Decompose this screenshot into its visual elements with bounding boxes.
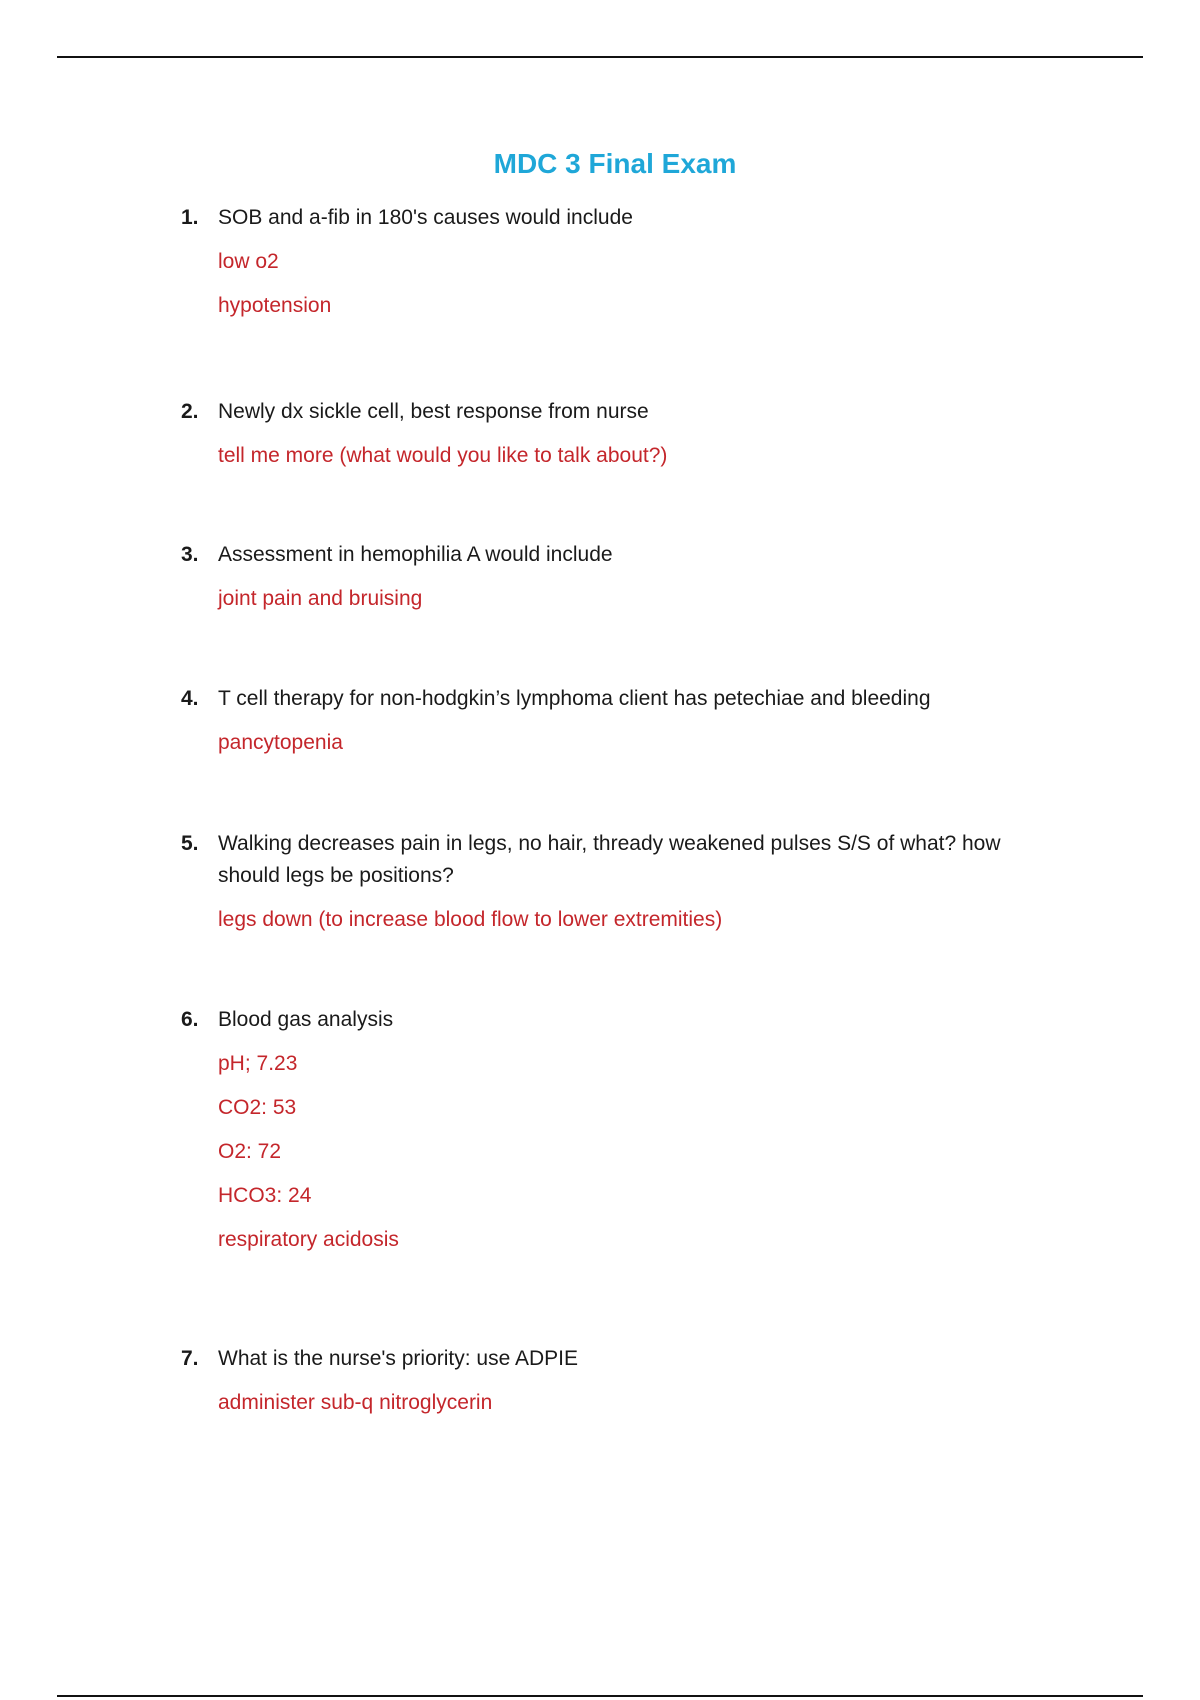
answer-list xyxy=(218,727,1061,759)
answer-list xyxy=(218,1048,1061,1256)
question-text: Blood gas analysis xyxy=(218,1008,394,1031)
answer-item: joint pain and bruising xyxy=(218,587,423,610)
answer-item: low o2 xyxy=(218,250,279,273)
answer-item: legs down (to increase blood flow to lower extremities) xyxy=(218,908,723,931)
question-number: 3. xyxy=(181,543,199,566)
answer-item: pancytopenia xyxy=(218,731,343,754)
question-6 xyxy=(181,1004,1061,1256)
question-number: 6. xyxy=(181,1008,199,1031)
question-text: Walking decreases pain in legs, no hair, thready weakened pulses S/S of what? how should legs be positions? xyxy=(218,832,1001,887)
question-number: 5. xyxy=(181,832,199,855)
answer-list xyxy=(218,246,1061,322)
question-3 xyxy=(181,539,1061,615)
question-2 xyxy=(181,396,1061,472)
top-rule xyxy=(57,56,1143,58)
answer-item: administer sub-q nitroglycerin xyxy=(218,1391,493,1414)
question-text: Assessment in hemophilia A would include xyxy=(218,543,613,566)
answer-list xyxy=(218,440,1061,472)
page-title: MDC 3 Final Exam xyxy=(493,148,737,179)
question-1 xyxy=(181,202,1061,322)
question-number: 1. xyxy=(181,206,199,229)
answer-item: pH; 7.23 xyxy=(218,1052,298,1075)
bottom-rule xyxy=(57,1695,1143,1697)
answer-item: tell me more (what would you like to talk about?) xyxy=(218,444,668,467)
question-number: 2. xyxy=(181,400,199,423)
question-text: SOB and a-fib in 180's causes would include xyxy=(218,206,633,229)
answer-list xyxy=(218,583,1061,615)
question-7 xyxy=(181,1343,1061,1419)
question-5 xyxy=(181,828,1061,936)
question-number: 4. xyxy=(181,687,199,710)
answer-list xyxy=(218,1387,1061,1419)
answer-item: respiratory acidosis xyxy=(218,1228,399,1251)
question-4 xyxy=(181,683,1061,759)
question-number: 7. xyxy=(181,1347,199,1370)
answer-item: O2: 72 xyxy=(218,1140,282,1163)
answer-item: HCO3: 24 xyxy=(218,1184,312,1207)
question-text: Newly dx sickle cell, best response from nurse xyxy=(218,400,649,423)
question-text: T cell therapy for non-hodgkin’s lymphoma client has petechiae and bleeding xyxy=(218,687,931,710)
answer-list xyxy=(218,904,1061,936)
answer-item: hypotension xyxy=(218,294,332,317)
question-text: What is the nurse's priority: use ADPIE xyxy=(218,1347,578,1370)
answer-item: CO2: 53 xyxy=(218,1096,297,1119)
